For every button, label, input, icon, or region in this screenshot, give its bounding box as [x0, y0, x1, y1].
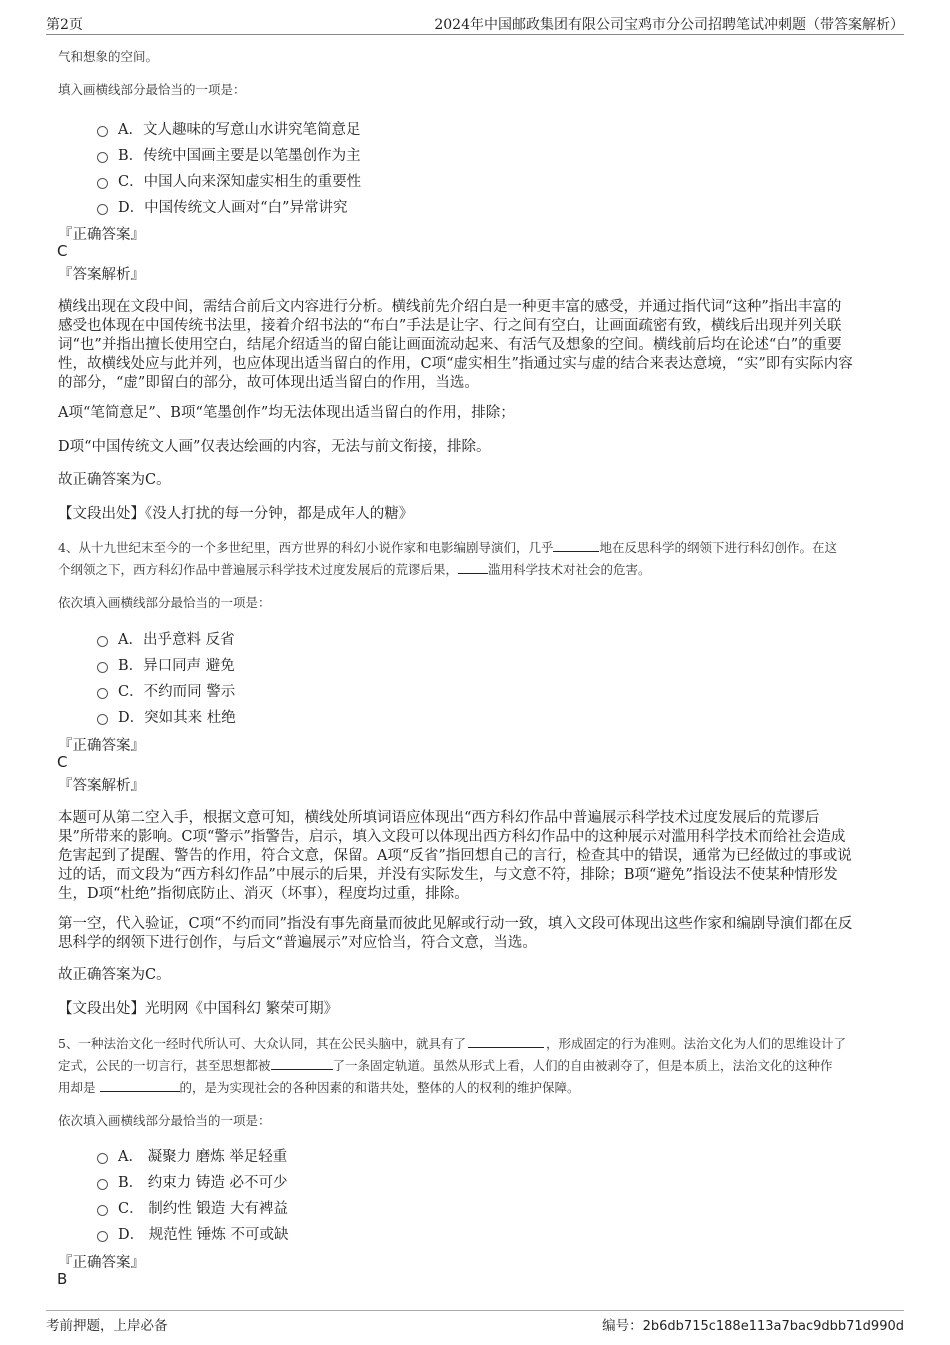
answer-label: 『正确答案』	[58, 738, 145, 754]
question-5-stem: 5、一种法治文化一经时代所认可、大众认同，其在公民头脑中，就具有了 ，形成固定的行为准则。法治文化为人们的思维设计了	[58, 1036, 846, 1051]
question-4-stem: 个纲领之下，西方科幻作品中普遍展示科学技术过度发展后的荒谬后果， 滥用科学技术对社会的危害。	[58, 562, 651, 577]
analysis-paragraph: 本题可从第二空入手，根据文意可知，横线处所填词语应体现出“西方科幻作品中普遍展示科学技术过度发展后的荒谬后 果”所带来的影响。C项“警示”指警告，启示，填入文段可以体现出西方科幻作品中的这种展示对滥用科学技术而给社会造成 危害起到了提醒、警告的作用，符合文意，保留。A项“反省”指回想自己的言行，检查其中的错误，通常为已经做过的事或说 过的话，而文段为“西方科幻作品”中展示的后果，并没有实际发生，与文意不符，排除；B项“避免”指设法不使某种情形发 生，D项“杜绝”指彻底防止、消灭（坏事），程度均过重，排除。	[58, 810, 852, 902]
option-b[interactable]: B．异口同声 避免	[97, 654, 235, 675]
radio-icon[interactable]	[97, 662, 108, 673]
page-number: 第2页	[46, 17, 83, 33]
radio-icon[interactable]	[97, 204, 108, 215]
option-a[interactable]: A．文人趣味的写意山水讲究笔简意足	[97, 118, 360, 139]
radio-icon[interactable]	[97, 178, 108, 189]
option-a[interactable]: A． 凝聚力 磨炼 举足轻重	[97, 1145, 287, 1166]
radio-icon[interactable]	[97, 1205, 108, 1216]
option-d[interactable]: D．中国传统文人画对“白”异常讲究	[97, 196, 347, 217]
source: 【文段出处】光明网《中国科幻 繁荣可期》	[58, 1001, 339, 1017]
blank	[468, 1035, 544, 1048]
answer-value: C	[57, 242, 68, 260]
question-prompt: 依次填入画横线部分最恰当的一项是：	[58, 1113, 271, 1128]
option-d[interactable]: D．突如其来 杜绝	[97, 706, 236, 727]
option-b[interactable]: B．传统中国画主要是以笔墨创作为主	[97, 144, 361, 165]
radio-icon[interactable]	[97, 1231, 108, 1242]
question-prompt: 填入画横线部分最恰当的一项是：	[58, 82, 246, 97]
header-divider	[46, 34, 904, 35]
conclusion: 故正确答案为C。	[58, 967, 171, 983]
continued-line: 气和想象的空间。	[58, 49, 159, 64]
radio-icon[interactable]	[97, 636, 108, 647]
option-c[interactable]: C．中国人向来深知虚实相生的重要性	[97, 170, 361, 191]
radio-icon[interactable]	[97, 126, 108, 137]
analysis-label: 『答案解析』	[58, 267, 145, 283]
analysis-label: 『答案解析』	[58, 778, 145, 794]
question-5-stem: 定式，公民的一切言行，甚至思想都被 了一条固定轨道。虽然从形式上看，人们的自由被剥夺了，但是本质上，法治文化的这种作	[58, 1058, 833, 1073]
option-d[interactable]: D． 规范性 锤炼 不可或缺	[97, 1223, 288, 1244]
answer-label: 『正确答案』	[58, 227, 145, 243]
answer-label: 『正确答案』	[58, 1255, 145, 1271]
blank	[553, 539, 599, 552]
question-4-stem: 4、从十九世纪末至今的一个多世纪里，西方世界的科幻小说作家和电影编剧导演们，几乎 地在反思科学的纲领下进行科幻创作。在这	[58, 540, 837, 555]
answer-value: B	[57, 1270, 68, 1288]
question-5-stem: 用却是 的，是为实现社会的各种因素的和谐共处，整体的人的权利的维护保障。	[58, 1080, 580, 1095]
footer-slogan: 考前押题，上岸必备	[46, 1318, 168, 1334]
conclusion: 故正确答案为C。	[58, 472, 171, 488]
option-a[interactable]: A．出乎意料 反省	[97, 628, 235, 649]
source: 【文段出处】《没人打扰的每一分钟，都是成年人的糖》	[58, 506, 414, 522]
blank	[458, 561, 488, 574]
document-code: 编号：2b6db715c188e113a7bac9dbb71d990d	[602, 1318, 904, 1334]
radio-icon[interactable]	[97, 688, 108, 699]
option-c[interactable]: C．不约而同 警示	[97, 680, 235, 701]
footer-divider	[46, 1310, 904, 1311]
radio-icon[interactable]	[97, 714, 108, 725]
blank	[100, 1079, 180, 1092]
option-c[interactable]: C． 制约性 锻造 大有裨益	[97, 1197, 288, 1218]
question-prompt: 依次填入画横线部分最恰当的一项是：	[58, 595, 271, 610]
analysis-paragraph: 横线出现在文段中间，需结合前后文内容进行分析。横线前先介绍白是一种更丰富的感受，并通过指代词“这种”指出丰富的 感受也体现在中国传统书法里，接着介绍书法的“布白”手法是让字、行之间有空白，让画面疏密有致，横线后出现并列关联 词“也”并指出擅长使用空白，结尾介绍适当的留白能让画面流动起来、有活气及想象的空间。横线前后均在论述“白”的重要 性，故横线处应与此并列，也应体现出适当留白的作用，C项“虚实相生”指通过实与虚的结合来表达意境，“实”即有实际内容 的部分，“虚”即留白的部分，故可体现出适当留白的作用，当选。	[58, 299, 853, 391]
analysis-paragraph: A项“笔简意足”、B项“笔墨创作”均无法体现出适当留白的作用，排除；	[58, 405, 515, 421]
option-b[interactable]: B． 约束力 铸造 必不可少	[97, 1171, 287, 1192]
document-title: 2024年中国邮政集团有限公司宝鸡市分公司招聘笔试冲刺题（带答案解析）	[434, 17, 904, 33]
radio-icon[interactable]	[97, 152, 108, 163]
analysis-paragraph: 第一空，代入验证，C项“不约而同”指没有事先商量而彼此见解或行动一致，填入文段可体现出这些作家和编剧导演们都在反 思科学的纲领下进行创作，与后文“普遍展示”对应恰当，符合文意，当选。	[58, 916, 853, 951]
analysis-paragraph: D项“中国传统文人画”仅表达绘画的内容，无法与前文衔接，排除。	[58, 439, 491, 455]
answer-value: C	[57, 753, 68, 771]
radio-icon[interactable]	[97, 1179, 108, 1190]
radio-icon[interactable]	[97, 1153, 108, 1164]
blank	[271, 1057, 333, 1070]
